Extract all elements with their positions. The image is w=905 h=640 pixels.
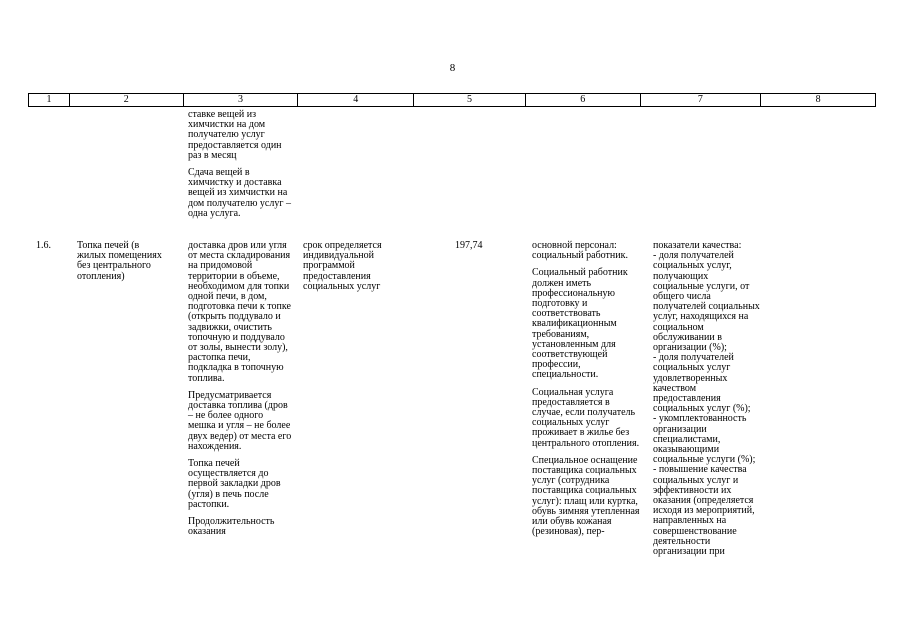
header-col-1: 1 [29,94,70,106]
description-paragraph: Предусматривается доставка топлива (дров – не более одного мешка и угля – не более двух ведер) от места его нахождения. [188,389,292,452]
description-paragraph: доставка дров или угля от места складирования на придомовой территории в объеме, необходимом для топки одной печи, в дом, подготовка печи к топке (открыть поддувало и задвижки, очистить топочную и поддувало от золы, вынести золу), растопка печи, подкладка в топочную топлива. [188,240,291,384]
header-col-5: 5 [414,94,526,106]
service-tariff: 197,74 [455,240,483,251]
indicator-line: - повышение качества социальных услуг и эффективности их оказания (определяется исходя из мероприятий, направленных на совершенствование деятельности организации при [653,464,755,558]
description-paragraph: Топка печей осуществляется до первой закладки дров (угля) в печь после растопки. [188,458,281,510]
quality-indicators [653,241,761,557]
service-conditions [532,241,640,537]
conditions-paragraph: Социальная услуга предоставляется в случае, если получатель социальных услуг проживает в жилье без центрального отопления. [532,386,640,449]
continuation-paragraph: ставке вещей из химчистки на дом получателю услуг предоставляется один раз в месяц [188,109,282,161]
header-col-6: 6 [526,94,641,106]
continuation-paragraph: Сдача вещей в химчистку и доставка вещей из химчистки на дом получателю услуг – одна услуга. [188,167,291,219]
indicator-line: - укомплектованность организации специалистами, оказывающими социальные услуги (%); [653,413,756,466]
conditions-paragraph: основной персонал: социальный работник. [532,240,628,262]
indicator-line: - доля получателей социальных услуг удовлетворенных качеством предоставления социальных услуг (%); [653,352,751,415]
indicator-line: показатели качества: [653,240,742,251]
service-description [188,241,293,537]
header-col-7: 7 [641,94,762,106]
header-col-2: 2 [70,94,184,106]
indicator-line: - доля получателей социальных услуг, получающих социальные услуги, от общего числа получателей социальных услуг, находящихся на социальном обслуживании в организации (%); [653,250,760,354]
description-paragraph: Продолжительность оказания [188,516,275,538]
conditions-paragraph: Социальный работник должен иметь профессиональную подготовку и соответствовать квалификационным требованиям, установленным для соответствующей профессии, специальности. [532,267,628,381]
header-col-4: 4 [298,94,414,106]
header-col-3: 3 [184,94,299,106]
page-number: 8 [449,62,456,74]
table-header-row [28,93,876,107]
service-term: срок определяется индивидуальной программой предоставления социальных услуг [303,240,382,292]
row-number: 1.6. [36,240,51,251]
continuation-cell-col3 [188,110,291,219]
conditions-paragraph: Специальное оснащение поставщика социальных услуг (сотрудника поставщика социальных услуг): плащ или куртка, обувь зимняя утепленная или обувь кожаная (резиновая), пер- [532,454,640,538]
service-name: Топка печей (в жилых помещениях без центрального отопления) [77,240,162,282]
header-col-8: 8 [815,94,821,105]
